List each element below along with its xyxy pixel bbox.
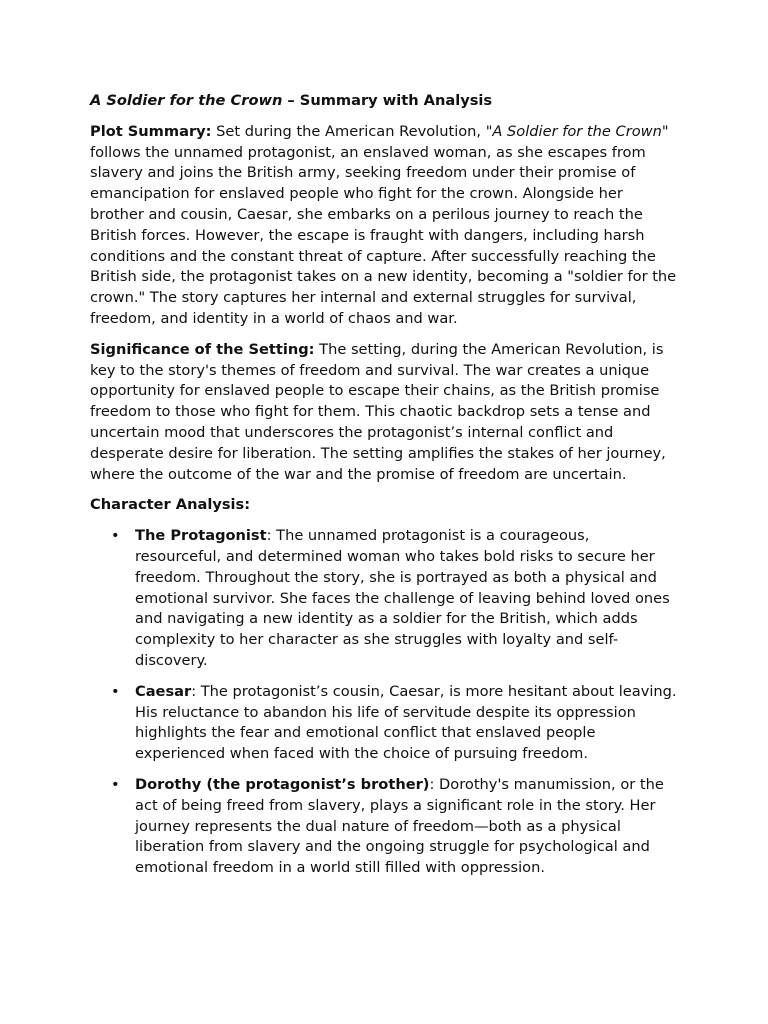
plot-summary-text-2: " follows the unnamed protagonist, an enslaved woman, as she escapes from slavery and joins the British army, seeking freedom under their promise of emancipation for enslaved people who fight for the crown. Alongside her brother and cousin, Caesar, she embarks on a perilous journey to reach the British forces. However, the escape is fraught with dangers, including harsh conditions and the constant threat of capture. After successfully reaching the British side, the protagonist takes on a new identity, becoming a "soldier for the crown." The story captures her internal and external struggles for survival, freedom, and identity in a world of chaos and war. xyxy=(90,122,677,327)
plot-summary-label: Plot Summary: xyxy=(90,122,212,140)
character-name: Caesar xyxy=(135,682,192,700)
bullet-icon: • xyxy=(111,527,120,545)
document-page xyxy=(90,91,680,889)
setting-label: Significance of the Setting: xyxy=(90,340,315,358)
bullet-icon: • xyxy=(111,775,120,793)
character-item-dorothy xyxy=(90,775,680,879)
character-analysis-heading xyxy=(90,495,680,516)
title-suffix: – Summary with Analysis xyxy=(282,92,493,109)
character-name: Dorothy (the protagonist’s brother) xyxy=(135,775,430,793)
book-title: A Soldier for the Crown xyxy=(90,92,283,109)
character-analysis-label: Character Analysis: xyxy=(90,496,251,514)
plot-summary-paragraph xyxy=(90,122,680,330)
character-description: : Dorothy's manumission, or the act of being freed from slavery, plays a significant role in the story. Her journey represents the dual nature of freedom—both as a physical liberation from slavery and the ongoing struggle for psychological and emotional freedom in a world still filled with oppression. xyxy=(135,775,664,877)
setting-text: The setting, during the American Revolution, is key to the story's themes of freedom and survival. The war creates a unique opportunity for enslaved people to escape their chains, as the British promise freedom to those who fight for them. This chaotic backdrop sets a tense and uncertain mood that underscores the protagonist’s internal conflict and desperate desire for liberation. The setting amplifies the stakes of her journey, where the outcome of the war and the promise of freedom are uncertain. xyxy=(90,340,666,483)
bullet-icon: • xyxy=(111,682,120,700)
character-description: : The unnamed protagonist is a courageous, resourceful, and determined woman who takes bold risks to secure her freedom. Throughout the story, she is portrayed as both a physical and emotional survivor. She faces the challenge of leaving behind loved ones and navigating a new identity as a soldier for the British, which adds complexity to her character as she struggles with loyalty and self-discovery. xyxy=(135,527,670,669)
character-name: The Protagonist xyxy=(135,527,267,545)
setting-paragraph xyxy=(90,340,680,486)
character-description: : The protagonist’s cousin, Caesar, is more hesitant about leaving. His reluctance to abandon his life of servitude despite its oppression highlights the fear and emotional conflict that enslaved people experienced when faced with the choice of pursuing freedom. xyxy=(135,682,677,763)
character-list xyxy=(90,526,680,879)
character-item-caesar xyxy=(90,682,680,765)
document-title xyxy=(90,91,680,112)
plot-summary-text-1: Set during the American Revolution, " xyxy=(211,122,493,140)
character-item-protagonist xyxy=(90,526,680,672)
plot-summary-book-title: A Soldier for the Crown xyxy=(492,122,662,140)
